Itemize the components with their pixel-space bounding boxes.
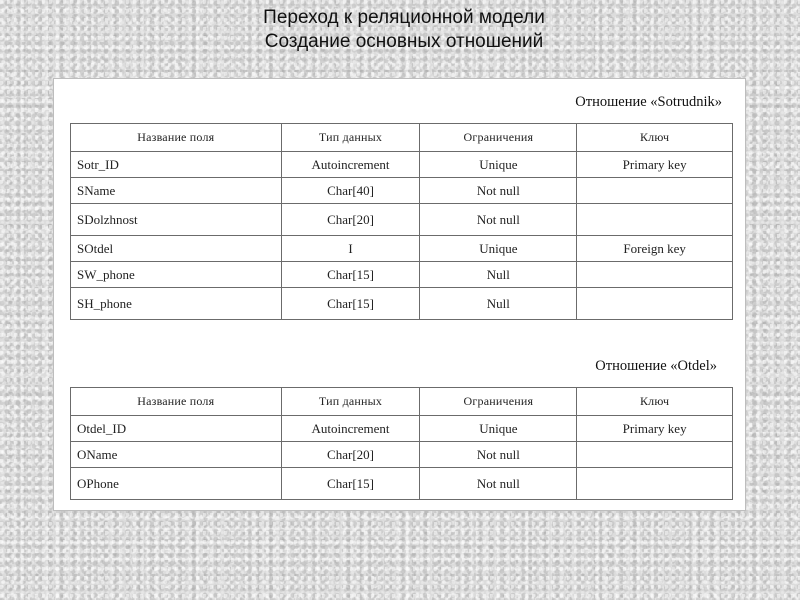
- cell-constraint: Unique: [420, 152, 577, 178]
- table-row: [71, 178, 733, 204]
- column-header-constraints: Ограничения: [420, 388, 577, 416]
- cell-key: [577, 178, 733, 204]
- cell-constraint: Unique: [420, 416, 577, 442]
- table-header-row: [71, 388, 733, 416]
- cell-data-type: Char[20]: [281, 442, 420, 468]
- cell-field-name: SDolzhnost: [71, 204, 282, 236]
- column-header-field-name: Название поля: [71, 388, 282, 416]
- table-sotrudnik: [70, 123, 733, 320]
- slide-title: [0, 6, 800, 54]
- cell-constraint: Null: [420, 262, 577, 288]
- cell-field-name: SW_phone: [71, 262, 282, 288]
- cell-key: [577, 262, 733, 288]
- cell-field-name: OName: [71, 442, 282, 468]
- cell-data-type: Char[20]: [281, 204, 420, 236]
- cell-key: [577, 468, 733, 500]
- table-header-row: [71, 124, 733, 152]
- table-row: [71, 236, 733, 262]
- relation-caption-otdel: Отношение «Otdel»: [595, 358, 717, 374]
- slide-title-line-2: Создание основных отношений: [264, 31, 544, 52]
- cell-field-name: SName: [71, 178, 282, 204]
- cell-field-name: Sotr_ID: [71, 152, 282, 178]
- table-row: [71, 468, 733, 500]
- cell-key: [577, 204, 733, 236]
- table-otdel: [70, 387, 733, 500]
- relation-caption-sotrudnik: Отношение «Sotrudnik»: [575, 94, 722, 110]
- slide-title-line-1: Переход к реляционной модели: [263, 7, 545, 28]
- column-header-key: Ключ: [577, 124, 733, 152]
- cell-data-type: Autoincrement: [281, 152, 420, 178]
- column-header-data-type: Тип данных: [281, 388, 420, 416]
- cell-data-type: Char[15]: [281, 288, 420, 320]
- column-header-key: Ключ: [577, 388, 733, 416]
- cell-field-name: OPhone: [71, 468, 282, 500]
- cell-data-type: Char[15]: [281, 468, 420, 500]
- table-row: [71, 152, 733, 178]
- cell-field-name: SOtdel: [71, 236, 282, 262]
- column-header-constraints: Ограничения: [420, 124, 577, 152]
- column-header-data-type: Тип данных: [281, 124, 420, 152]
- cell-key: Foreign key: [577, 236, 733, 262]
- cell-field-name: Otdel_ID: [71, 416, 282, 442]
- cell-data-type: I: [281, 236, 420, 262]
- table-row: [71, 204, 733, 236]
- cell-field-name: SH_phone: [71, 288, 282, 320]
- table-row: [71, 416, 733, 442]
- cell-key: Primary key: [577, 416, 733, 442]
- cell-key: Primary key: [577, 152, 733, 178]
- cell-key: [577, 442, 733, 468]
- cell-constraint: Not null: [420, 204, 577, 236]
- cell-constraint: Not null: [420, 468, 577, 500]
- table-row: [71, 288, 733, 320]
- table-row: [71, 262, 733, 288]
- cell-constraint: Unique: [420, 236, 577, 262]
- table-row: [71, 442, 733, 468]
- cell-data-type: Char[40]: [281, 178, 420, 204]
- cell-constraint: Not null: [420, 178, 577, 204]
- cell-key: [577, 288, 733, 320]
- document-panel: [53, 78, 746, 511]
- cell-data-type: Char[15]: [281, 262, 420, 288]
- column-header-field-name: Название поля: [71, 124, 282, 152]
- cell-constraint: Not null: [420, 442, 577, 468]
- cell-constraint: Null: [420, 288, 577, 320]
- cell-data-type: Autoincrement: [281, 416, 420, 442]
